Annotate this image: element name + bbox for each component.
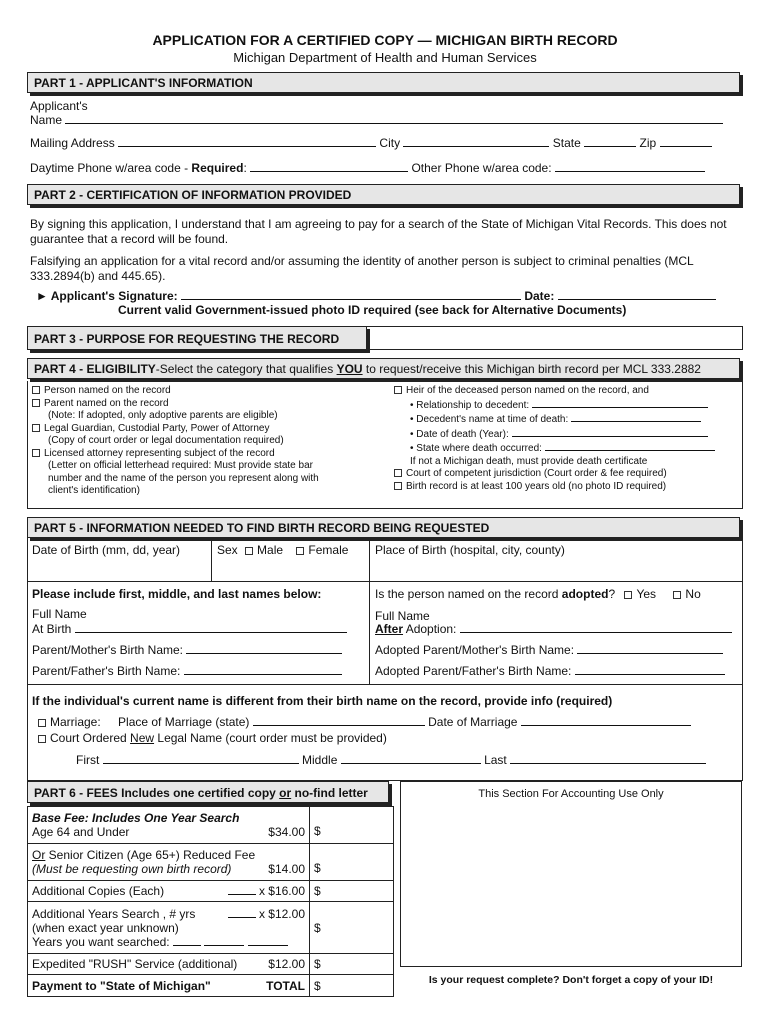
daytime-phone-label: Daytime Phone w/area code - xyxy=(30,161,192,175)
state-label: State xyxy=(552,136,581,150)
legal-name-label: Legal Name (court order must be provided) xyxy=(154,731,387,745)
dob-label: Date of Birth (mm, dd, year) xyxy=(32,543,181,557)
yes-label: Yes xyxy=(636,587,657,601)
fee-amount-cell[interactable] xyxy=(310,844,394,881)
dollar-sign: $ xyxy=(314,920,321,935)
applicant-label-1: Applicant's xyxy=(30,99,88,113)
applicant-name-row xyxy=(30,113,723,127)
other-phone-label: Other Phone w/area code: xyxy=(411,161,552,175)
completion-reminder: Is your request complete? Don't forget a copy of your ID! xyxy=(428,974,714,986)
relationship-field[interactable] xyxy=(532,398,708,408)
phone-row xyxy=(30,161,705,175)
eligibility-option-guardian[interactable] xyxy=(32,423,382,436)
eligibility-option-person[interactable] xyxy=(32,385,382,398)
option-label: Legal Guardian, Custodial Party, Power of Attorney xyxy=(44,422,270,434)
years-price: x $12.00 xyxy=(258,906,305,921)
dollar-sign: $ xyxy=(314,978,321,993)
option-note: (Copy of court order or legal documentation required) xyxy=(48,435,284,446)
marriage-checkbox[interactable] xyxy=(38,719,46,727)
zip-field[interactable] xyxy=(660,136,712,147)
male-label: Male xyxy=(257,543,284,557)
marriage-label: Marriage: xyxy=(50,715,101,729)
eligibility-option-parent[interactable] xyxy=(32,398,382,411)
no-label: No xyxy=(685,587,701,601)
rush-label: Expedited "RUSH" Service (additional) xyxy=(32,957,238,971)
part4-right-list xyxy=(394,385,739,493)
checkbox[interactable] xyxy=(32,449,40,457)
new-name-row xyxy=(76,753,706,767)
mother-label: Parent/Mother's Birth Name: xyxy=(32,643,184,657)
dollar-sign: $ xyxy=(314,884,321,898)
fee-description xyxy=(28,881,310,902)
date-of-marriage-label: Date of Marriage xyxy=(428,715,518,729)
after-label: After xyxy=(375,622,404,636)
photo-id-note: Current valid Government-issued photo ID required (see back for Alternative Documents) xyxy=(118,303,627,317)
heir-state-row xyxy=(394,441,739,456)
sex-label: Sex xyxy=(217,543,238,557)
divider xyxy=(211,538,212,582)
court-ordered-checkbox[interactable] xyxy=(38,735,46,743)
divider xyxy=(27,684,743,685)
signature-field[interactable] xyxy=(181,289,521,300)
eligibility-option-heir[interactable] xyxy=(394,385,739,398)
mailing-address-field[interactable] xyxy=(118,136,376,147)
decedent-name-field[interactable] xyxy=(571,412,701,422)
age64-label: Age 64 and Under xyxy=(32,825,130,839)
last-name-field[interactable] xyxy=(510,753,706,764)
full-name-after-adoption-field[interactable] xyxy=(460,622,732,633)
fee-row-total xyxy=(28,975,394,997)
fee-row-base xyxy=(28,807,394,844)
place-of-birth-label: Place of Birth (hospital, city, county) xyxy=(375,543,565,557)
part6-heading-or: or xyxy=(279,786,292,800)
heir-decedent-name-row xyxy=(394,412,739,427)
adopted-father-row xyxy=(375,664,725,678)
applicant-name-field[interactable] xyxy=(65,113,723,124)
year-field[interactable] xyxy=(204,935,244,946)
checkbox[interactable] xyxy=(32,424,40,432)
at-birth-row xyxy=(32,622,347,636)
part4-heading-bold: PART 4 - ELIGIBILITY xyxy=(34,362,156,376)
state-of-death-field[interactable] xyxy=(545,441,715,451)
senior-note: (Must be requesting own birth record) xyxy=(32,862,232,876)
option-label: Person named on the record xyxy=(44,385,171,396)
male-checkbox[interactable] xyxy=(245,547,253,555)
option-label: Parent named on the record xyxy=(44,397,169,409)
fees-table-wrap xyxy=(27,806,394,997)
adoption-label: Adoption: xyxy=(403,622,457,636)
part3-heading: PART 3 - PURPOSE FOR REQUESTING THE RECORD xyxy=(27,326,367,350)
fee-amount-cell[interactable] xyxy=(310,807,394,844)
father-name-field[interactable] xyxy=(184,664,342,675)
full-name-label: Full Name xyxy=(32,607,87,621)
part6-heading xyxy=(27,781,389,803)
eligibility-option-attorney[interactable] xyxy=(32,448,382,461)
date-of-marriage-field[interactable] xyxy=(521,715,691,726)
accounting-box xyxy=(400,781,742,967)
adopted-yes-checkbox[interactable] xyxy=(624,591,632,599)
adopted-question-end: ? xyxy=(608,587,616,601)
eligibility-option-court[interactable] xyxy=(394,468,739,481)
part6-heading-1: PART 6 - FEES Includes one certified copy xyxy=(34,786,280,800)
option-label: Licensed attorney representing subject of the record xyxy=(44,447,275,459)
part4-heading-you: YOU xyxy=(336,362,363,376)
applicant-label-2: Name xyxy=(30,113,63,127)
adopted-no-checkbox[interactable] xyxy=(673,591,681,599)
other-phone-field[interactable] xyxy=(555,161,705,172)
option-note: (Letter on official letterhead required: Must provide state bar xyxy=(48,460,313,471)
fee-total-cell[interactable] xyxy=(310,975,394,997)
state-field[interactable] xyxy=(584,136,636,147)
divider xyxy=(369,538,370,582)
female-checkbox[interactable] xyxy=(296,547,304,555)
page-subtitle: Michigan Department of Health and Human Services xyxy=(233,50,537,65)
first-name-field[interactable] xyxy=(103,753,299,764)
adopted-father-field[interactable] xyxy=(575,664,725,675)
sex-row xyxy=(217,543,348,557)
additional-price: x $16.00 xyxy=(258,884,305,898)
fees-table xyxy=(27,806,394,997)
full-name-at-birth-field[interactable] xyxy=(75,622,347,633)
city-field[interactable] xyxy=(403,136,549,147)
names-instruction: Please include first, middle, and last names below: xyxy=(32,587,322,601)
field-label: • Relationship to decedent: xyxy=(410,399,530,411)
eligibility-option-100-years[interactable] xyxy=(394,481,739,494)
adopted-mother-field[interactable] xyxy=(577,643,723,654)
part2-para1: By signing this application, I understand that I am agreeing to pay for a search of the State of Michigan Vital Records. This does not guarantee that a record will be found. xyxy=(30,217,727,246)
fee-row-rush xyxy=(28,954,394,975)
divider xyxy=(369,582,370,684)
court-ordered-label: Court Ordered xyxy=(50,731,131,745)
adopted-father-label: Adopted Parent/Father's Birth Name: xyxy=(375,664,572,678)
required-label: Required xyxy=(191,161,244,175)
fee-row-senior xyxy=(28,844,394,881)
additional-copies-label: Additional Copies (Each) xyxy=(32,884,165,898)
base-fee-label: Base Fee: Includes One Year Search xyxy=(32,811,240,825)
mother-row xyxy=(32,643,342,657)
court-ordered-row xyxy=(38,731,387,745)
place-of-marriage-label: Place of Marriage (state) xyxy=(118,715,250,729)
heir-date-of-death-row xyxy=(394,427,739,442)
years-search-label: Additional Years Search , # yrs xyxy=(32,906,196,921)
father-label: Parent/Father's Birth Name: xyxy=(32,664,181,678)
year-field[interactable] xyxy=(248,935,288,946)
middle-name-field[interactable] xyxy=(341,753,481,764)
marriage-row xyxy=(38,715,691,729)
payment-label: Payment to "State of Michigan" xyxy=(32,978,211,993)
adopted-mother-label: Adopted Parent/Mother's Birth Name: xyxy=(375,643,575,657)
senior-label: Senior Citizen (Age 65+) Reduced Fee xyxy=(45,848,256,862)
father-row xyxy=(32,664,342,678)
zip-label: Zip xyxy=(639,136,657,150)
middle-label: Middle xyxy=(302,753,338,767)
additional-copies-qty-field[interactable] xyxy=(228,884,256,895)
years-note: (when exact year unknown) xyxy=(32,920,179,935)
signature-date-field[interactable] xyxy=(558,289,716,300)
place-of-marriage-field[interactable] xyxy=(253,715,425,726)
dollar-sign: $ xyxy=(314,861,321,875)
part4-heading-rest-1: -Select the category that qualifies xyxy=(155,362,337,376)
adopted-row xyxy=(375,587,701,601)
after-adoption-row xyxy=(375,622,732,636)
fee-row-years xyxy=(28,902,394,954)
adopted-mother-row xyxy=(375,643,723,657)
fee-amount-cell[interactable] xyxy=(310,902,394,954)
year-field[interactable] xyxy=(173,935,201,946)
checkbox[interactable] xyxy=(394,469,402,477)
option-note: (Note: If adopted, only adoptive parents are eligible) xyxy=(48,410,278,421)
part6-heading-2: no-find letter xyxy=(291,786,368,800)
daytime-phone-field[interactable] xyxy=(250,161,408,172)
mailing-row xyxy=(30,136,712,150)
option-label: Court of competent jurisdiction (Court order & fee required) xyxy=(406,468,667,479)
signature-label: ► Applicant's Signature: xyxy=(36,289,178,303)
checkbox[interactable] xyxy=(32,386,40,394)
accounting-label: This Section For Accounting Use Only xyxy=(478,788,664,800)
last-label: Last xyxy=(484,753,507,767)
senior-price: $14.00 xyxy=(268,862,305,876)
field-label: • Date of death (Year): xyxy=(410,428,509,440)
mailing-label: Mailing Address xyxy=(30,136,115,150)
heir-relationship-row xyxy=(394,398,739,413)
dollar-sign: $ xyxy=(314,824,321,838)
date-of-death-field[interactable] xyxy=(512,427,708,437)
at-birth-label: At Birth xyxy=(32,622,72,636)
part4-left-list xyxy=(32,385,382,498)
option-label: Heir of the deceased person named on the record, and xyxy=(406,385,649,396)
option-note: number and the name of the person you represent along with xyxy=(48,472,319,484)
part2-heading: PART 2 - CERTIFICATION OF INFORMATION PROVIDED xyxy=(27,184,740,205)
fee-amount-cell[interactable] xyxy=(310,954,394,975)
field-label: • Decedent's name at time of death: xyxy=(410,414,569,425)
date-label: Date: xyxy=(524,289,555,303)
fee-description xyxy=(28,902,310,954)
option-label: Birth record is at least 100 years old (no photo ID required) xyxy=(406,480,667,492)
checkbox[interactable] xyxy=(32,399,40,407)
fee-row-additional xyxy=(28,881,394,902)
fee-description xyxy=(28,975,310,997)
part1-heading: PART 1 - APPLICANT'S INFORMATION xyxy=(27,72,740,93)
city-label: City xyxy=(379,136,401,150)
adopted-question-bold: adopted xyxy=(561,587,609,601)
adopted-question: Is the person named on the record xyxy=(375,587,562,601)
fee-description xyxy=(28,844,310,881)
option-note: client's identification) xyxy=(48,485,140,496)
different-name-instruction: If the individual's current name is different from their birth name on the record, provide info (required) xyxy=(32,694,613,708)
years-qty-field[interactable] xyxy=(228,907,256,918)
years-want-label: Years you want searched: xyxy=(32,934,170,949)
checkbox[interactable] xyxy=(394,386,402,394)
option-note: If not a Michigan death, must provide death certificate xyxy=(410,455,648,467)
part4-heading-rest-2: to request/receive this Michigan birth record per MCL 333.2882 xyxy=(362,362,701,376)
part2-para2: Falsifying an application for a vital record and/or assuming the identity of another person is subject to criminal penalties (MCL 333.2894(b) and 445.65). xyxy=(30,254,694,283)
checkbox[interactable] xyxy=(394,482,402,490)
page-title: APPLICATION FOR A CERTIFIED COPY — MICHIGAN BIRTH RECORD xyxy=(152,32,618,48)
first-label: First xyxy=(76,753,100,767)
fee-description xyxy=(28,954,310,975)
total-label: TOTAL xyxy=(266,978,305,993)
full-name-after-label: Full Name xyxy=(375,609,430,623)
fee-amount-cell[interactable] xyxy=(310,881,394,902)
fee-description xyxy=(28,807,310,844)
female-label: Female xyxy=(308,543,349,557)
mother-name-field[interactable] xyxy=(186,643,342,654)
rush-price: $12.00 xyxy=(268,957,305,971)
colon: : xyxy=(243,161,247,175)
signature-row xyxy=(36,289,716,303)
part5-heading: PART 5 - INFORMATION NEEDED TO FIND BIRTH RECORD BEING REQUESTED xyxy=(27,517,740,538)
dollar-sign: $ xyxy=(314,957,321,971)
age64-price: $34.00 xyxy=(268,825,305,839)
or-label: Or xyxy=(32,848,46,862)
new-label: New xyxy=(130,731,155,745)
field-label: • State where death occurred: xyxy=(410,443,542,454)
part4-heading xyxy=(27,358,740,379)
